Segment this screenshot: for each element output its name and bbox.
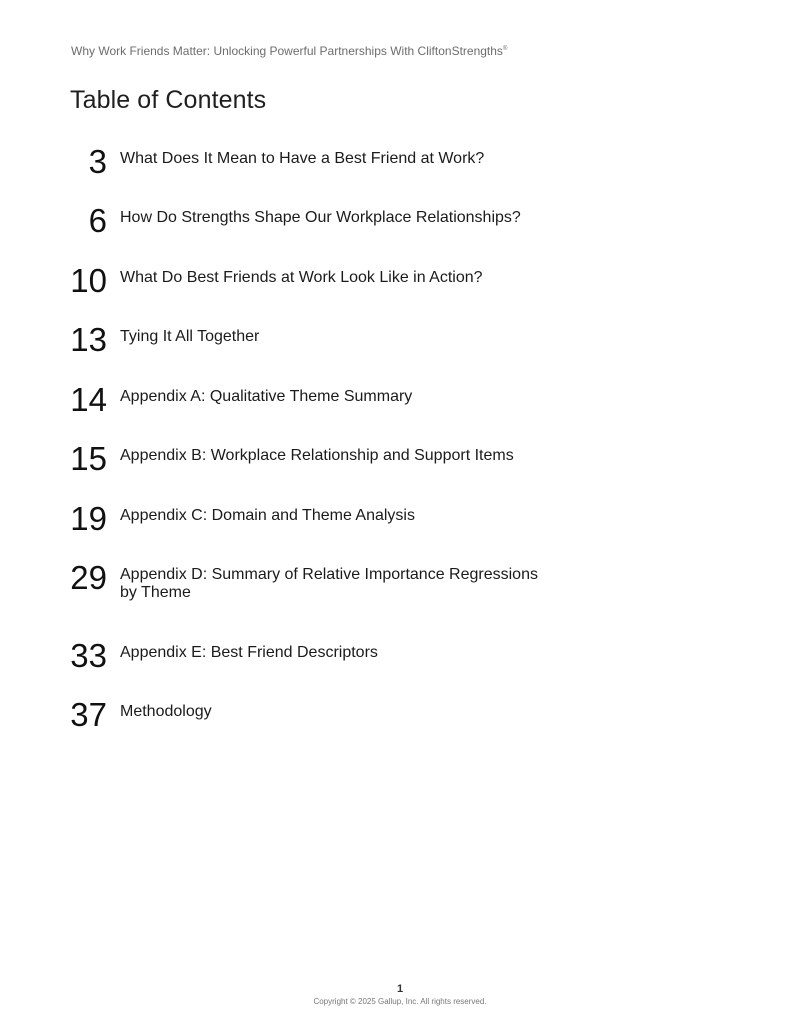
running-header-title: Why Work Friends Matter: Unlocking Powerful Partnerships With CliftonStrengths — [71, 44, 503, 58]
toc-entry-title[interactable]: Methodology — [120, 703, 212, 720]
toc-entry-page-number: 15 — [70, 440, 107, 477]
trademark-symbol: ® — [502, 46, 508, 52]
toc-entry-title[interactable]: Appendix B: Workplace Relationship and Support Items — [120, 447, 514, 464]
toc-entry-title[interactable]: How Do Strengths Shape Our Workplace Relationships? — [120, 209, 521, 226]
toc-entry-title[interactable]: What Does It Mean to Have a Best Friend at Work? — [120, 150, 485, 167]
toc-entry-title[interactable]: Tying It All Together — [120, 328, 260, 345]
toc-entry-page-number: 6 — [88, 202, 107, 239]
toc-entry-page-number: 37 — [70, 696, 107, 733]
toc-entry-title[interactable]: Appendix E: Best Friend Descriptors — [120, 644, 378, 661]
toc-entry-title[interactable]: Appendix C: Domain and Theme Analysis — [120, 507, 415, 524]
toc-entry-page-number: 3 — [88, 143, 107, 180]
copyright-notice: Copyright © 2025 Gallup, Inc. All rights reserved. — [313, 997, 487, 1006]
toc-entry-title[interactable]: What Do Best Friends at Work Look Like in Action? — [120, 269, 483, 286]
toc-entry-title[interactable]: Appendix A: Qualitative Theme Summary — [120, 388, 413, 405]
toc-title: Table of Contents — [70, 86, 267, 114]
toc-entry-page-number: 29 — [70, 559, 107, 596]
toc-entry-page-number: 33 — [70, 637, 107, 674]
running-header — [71, 44, 507, 58]
page-number: 1 — [396, 983, 404, 995]
toc-entry-page-number: 19 — [70, 500, 107, 537]
toc-entry-page-number: 10 — [70, 262, 107, 299]
toc-entry-page-number: 14 — [70, 381, 107, 418]
toc-entry-title[interactable]: Appendix D: Summary of Relative Importance Regressions by Theme — [120, 566, 538, 601]
page-footer — [0, 983, 800, 1007]
toc-entry-page-number: 13 — [70, 321, 107, 358]
